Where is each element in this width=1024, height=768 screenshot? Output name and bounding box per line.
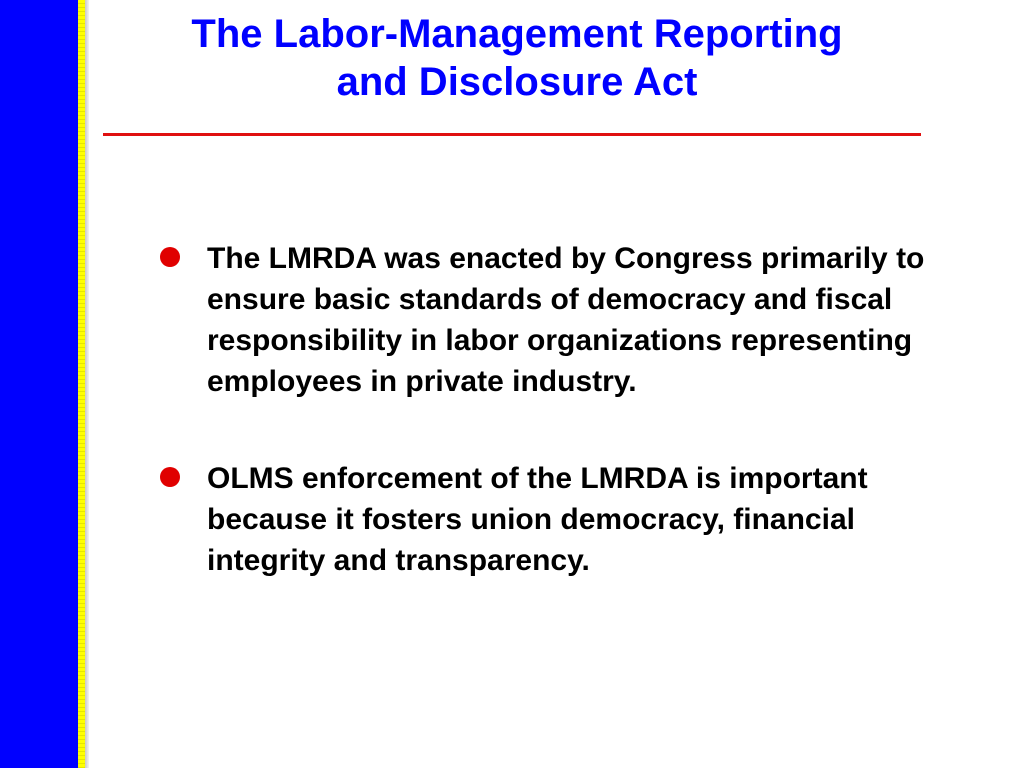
bullet-dot-icon — [160, 467, 180, 487]
bullet-text: The LMRDA was enacted by Congress primarily to ensure basic standards of democracy and fiscal responsibility in labor organizations representing employees in private industry. — [207, 242, 925, 398]
slide-title-line-1: The Labor-Management Reporting — [191, 12, 843, 56]
bullet-dot-icon — [160, 247, 180, 267]
bullet-list — [158, 238, 938, 581]
title-divider — [103, 133, 921, 136]
slide-title-line-2: and Disclosure Act — [336, 60, 698, 104]
bullet-item-olms-enforcement — [158, 458, 938, 581]
left-decorative-stripe — [78, 0, 85, 768]
bullet-item-lmrda-purpose — [158, 238, 938, 402]
left-decorative-bar — [0, 0, 78, 768]
slide-title — [104, 10, 930, 106]
left-decorative-shadow — [85, 0, 89, 768]
bullet-text: OLMS enforcement of the LMRDA is important because it fosters union democracy, financial integrity and transparency. — [207, 462, 868, 577]
